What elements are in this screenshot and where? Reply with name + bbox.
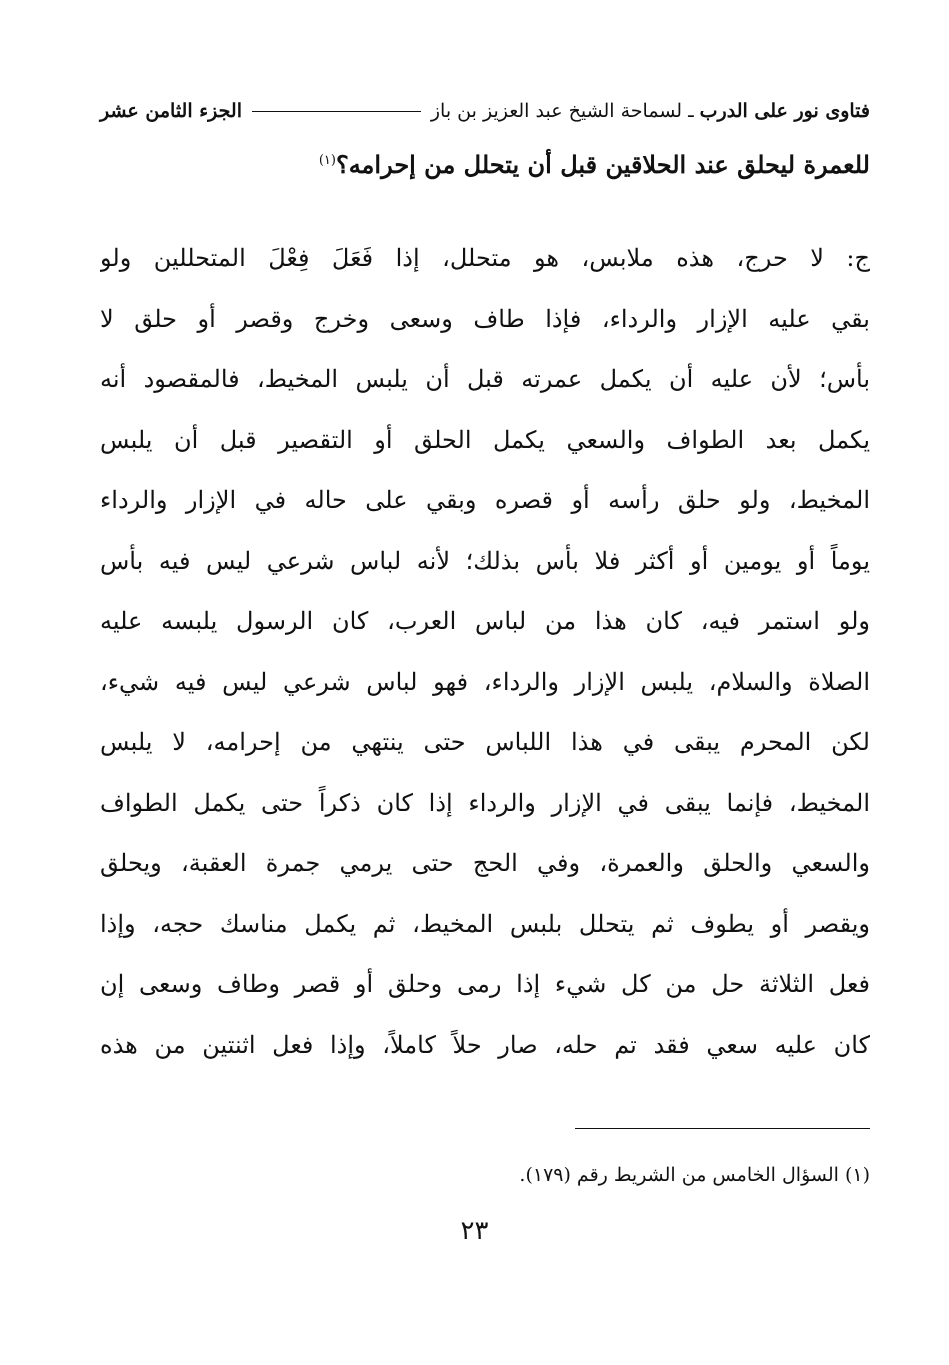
footnote-rule	[575, 1128, 870, 1129]
question-continuation	[100, 150, 870, 179]
answer-line: بقي عليه الإزار والرداء، فإذا طاف وسعى وخرج وقصر أو حلق لا	[100, 304, 870, 333]
answer-line: يكمل بعد الطواف والسعي يكمل الحلق أو التقصير قبل أن يلبس	[100, 425, 870, 454]
answer-line: ولو استمر فيه، كان هذا من لباس العرب، كان الرسول يلبسه عليه	[100, 607, 870, 635]
header-separator: ـ	[688, 100, 694, 122]
running-header	[100, 94, 870, 128]
answer-line: المخيط، فإنما يبقى في الإزار والرداء إذا كان ذكراً حتى يكمل الطواف	[100, 788, 870, 817]
answer-body	[100, 228, 870, 1075]
answer-line: بأس؛ لأن عليه أن يكمل عمرته قبل أن يلبس المخيط، فالمقصود أنه	[100, 365, 870, 393]
answer-line: ويقصر أو يطوف ثم يتحلل بلبس المخيط، ثم يكمل مناسك حجه، وإذا	[100, 909, 870, 938]
answer-line: لكن المحرم يبقى في هذا اللباس حتى ينتهي من إحرامه، لا يلبس	[100, 728, 870, 756]
header-rule	[252, 111, 421, 112]
answer-line: ج: لا حرج، هذه ملابس، هو متحلل، إذا فَعَلَ فِعْلَ المتحللين ولو	[100, 244, 870, 272]
footnote: (١) السؤال الخامس من الشريط رقم (١٧٩).	[519, 1164, 870, 1186]
answer-line: الصلاة والسلام، يلبس الإزار والرداء، فهو لباس شرعي ليس فيه شيء،	[100, 667, 870, 696]
book-title: فتاوى نور على الدرب	[699, 100, 870, 122]
footnote-reference: (١)	[318, 153, 336, 168]
answer-line: كان عليه سعي فقد تم حله، صار حلاً كاملاً، وإذا فعل اثنتين من هذه	[100, 1030, 870, 1059]
question-text: للعمرة ليحلق عند الحلاقين قبل أن يتحلل من إحرامه؟	[335, 150, 870, 179]
volume-title: الجزء الثامن عشر	[100, 100, 242, 122]
author-name: لسماحة الشيخ عبد العزيز بن باز	[430, 100, 683, 122]
answer-line: فعل الثلاثة حل من كل شيء إذا رمى وحلق أو قصر وطاف وسعى إن	[100, 970, 870, 998]
answer-line: والسعي والحلق والعمرة، وفي الحج حتى يرمي جمرة العقبة، ويحلق	[100, 849, 870, 877]
running-header-right	[431, 100, 870, 122]
page-number: ٢٣	[460, 1216, 489, 1246]
answer-line: المخيط، ولو حلق رأسه أو قصره وبقي على حاله في الإزار والرداء	[100, 486, 870, 514]
answer-line: يوماً أو يومين أو أكثر فلا بأس بذلك؛ لأنه لباس شرعي ليس فيه بأس	[100, 546, 870, 575]
